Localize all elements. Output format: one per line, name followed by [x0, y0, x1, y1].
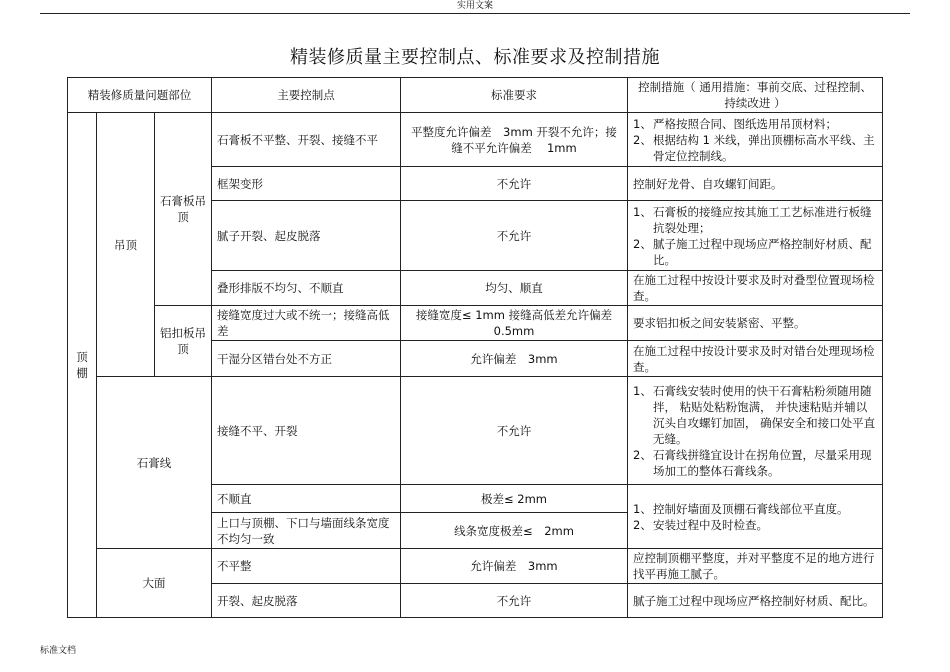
- category-main-surface: 大面: [97, 549, 212, 618]
- standard-cell: 平整度允许偏差 3mm 开裂不允许；接缝不平允许偏差 1mm: [401, 113, 628, 167]
- control-point-cell: 不平整: [212, 549, 401, 584]
- page-footer: 标准文档: [40, 646, 77, 656]
- measures-cell: 腻子施工过程中现场应严格控制好材质、配比。: [628, 584, 883, 618]
- measures-cell: 控制好龙骨、自攻螺钉间距。: [628, 167, 883, 201]
- table-row: [68, 549, 883, 584]
- category-gypsum-board-ceiling: 石膏板吊顶: [155, 113, 212, 306]
- table-header-row: [68, 78, 883, 113]
- table-row: [68, 113, 883, 167]
- standard-cell: 线条宽度极差≤ 2mm: [401, 513, 628, 549]
- header-location: 精装修质量问题部位: [68, 78, 212, 113]
- standard-cell: 不允许: [401, 377, 628, 485]
- control-point-cell: 上口与顶棚、下口与墙面线条宽度不均匀一致: [212, 513, 401, 549]
- category-ceiling: 顶棚: [68, 113, 97, 618]
- measures-cell: 要求铝扣板之间安装紧密、平整。: [628, 306, 883, 341]
- list-item: 1、严格按照合同、图纸选用吊顶材料；: [633, 116, 837, 131]
- standard-cell: 极差≤ 2mm: [401, 485, 628, 513]
- list-item: 1、石膏板的接缝应按其施工工艺标准进行板缝抗裂处理；: [633, 204, 872, 235]
- measures-cell: 在施工过程中按设计要求及时对叠型位置现场检查。: [628, 271, 883, 306]
- document-title: 精装修质量主要控制点、标准要求及控制措施: [290, 47, 660, 68]
- header-divider: [40, 13, 910, 14]
- standard-cell: 不允许: [401, 167, 628, 201]
- category-plaster-moulding: 石膏线: [97, 377, 212, 549]
- standard-cell: 均匀、顺直: [401, 271, 628, 306]
- header-measures: 控制措施（ 通用措施：事前交底、过程控制、持续改进 ）: [628, 78, 883, 113]
- measures-cell: 应控制顶棚平整度，并对平整度不足的地方进行找平再施工腻子。: [628, 549, 883, 584]
- quality-control-table: [67, 77, 883, 618]
- list-item: 1、石膏线安装时使用的快干石膏粘粉须随用随拌， 粘贴处粘粉饱满， 并快速粘贴并辅以沉头自攻螺钉加固， 确保安全和接口处平直无缝。: [633, 383, 876, 446]
- header-standard: 标准要求: [401, 78, 628, 113]
- control-point-cell: 石膏板不平整、开裂、接缝不平: [212, 113, 401, 167]
- list-item: 2、石膏线拼缝宜设计在拐角位置，尽量采用现场加工的整体石膏线条。: [633, 447, 872, 478]
- standard-cell: 允许偏差 3mm: [401, 341, 628, 377]
- measures-cell: [628, 377, 883, 485]
- standard-cell: 允许偏差 3mm: [401, 549, 628, 584]
- table-row: [68, 377, 883, 485]
- page-header: 实用文案: [456, 1, 493, 11]
- control-point-cell: 干湿分区错台处不方正: [212, 341, 401, 377]
- list-item: 2、腻子施工过程中现场应严格控制好材质、配比。: [633, 236, 872, 267]
- list-item: 2、根据结构 1 米线，弹出顶棚标高水平线、主骨定位控制线。: [633, 132, 875, 163]
- control-point-cell: 接缝宽度过大或不统一；接缝高低差: [212, 306, 401, 341]
- control-point-cell: 框架变形: [212, 167, 401, 201]
- category-aluminum-ceiling: 铝扣板吊顶: [155, 306, 212, 377]
- measures-cell: [628, 485, 883, 549]
- list-item: 1、控制好墙面及顶棚石膏线部位平直度。: [633, 501, 849, 516]
- control-point-cell: 接缝不平、开裂: [212, 377, 401, 485]
- standard-cell: 接缝宽度≤ 1mm 接缝高低差允许偏差 0.5mm: [401, 306, 628, 341]
- table-row: [68, 306, 883, 341]
- measures-cell: [628, 113, 883, 167]
- measures-cell: [628, 201, 883, 271]
- control-point-cell: 叠形排版不均匀、不顺直: [212, 271, 401, 306]
- measures-cell: 在施工过程中按设计要求及时对错台处理现场检查。: [628, 341, 883, 377]
- control-point-cell: 腻子开裂、起皮脱落: [212, 201, 401, 271]
- standard-cell: 不允许: [401, 584, 628, 618]
- control-point-cell: 不顺直: [212, 485, 401, 513]
- standard-cell: 不允许: [401, 201, 628, 271]
- control-point-cell: 开裂、起皮脱落: [212, 584, 401, 618]
- category-suspended-ceiling: 吊顶: [97, 113, 155, 377]
- header-control-points: 主要控制点: [212, 78, 401, 113]
- list-item: 2、安装过程中及时检查。: [633, 517, 768, 532]
